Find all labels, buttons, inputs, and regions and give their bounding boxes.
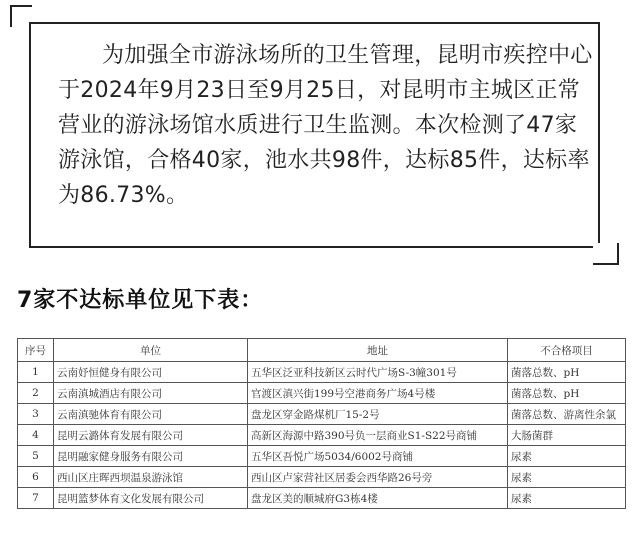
table-row <box>18 383 626 404</box>
noncompliant-table-wrapper <box>17 338 625 509</box>
cell-unit: 昆明篮梦体育文化发展有限公司 <box>54 488 248 509</box>
cell-address: 五华区吾悦广场5034/6002号商铺 <box>248 446 508 467</box>
cell-no: 2 <box>18 383 54 404</box>
cell-item: 菌落总数、游离性余氯 <box>508 404 626 425</box>
cell-address: 五华区泛亚科技新区云时代广场S-3幢301号 <box>248 362 508 383</box>
cell-no: 6 <box>18 467 54 488</box>
cell-no: 7 <box>18 488 54 509</box>
header-address: 地址 <box>248 339 508 362</box>
notice-text: 为加强全市游泳场所的卫生管理，昆明市疾控中心于2024年9月23日至9月25日，对昆明市主城区正常营业的游泳场馆水质进行卫生监测。本次检测了47家游泳馆，合格40家，池水共98件，达标85件，达标率为86.73%。 <box>58 43 593 208</box>
cell-unit: 西山区庄晖西坝温泉游泳馆 <box>54 467 248 488</box>
cell-address: 西山区卢家营社区居委会西华路26号旁 <box>248 467 508 488</box>
header-item: 不合格项目 <box>508 339 626 362</box>
cell-item: 菌落总数、pH <box>508 383 626 404</box>
cell-item: 尿素 <box>508 446 626 467</box>
cell-item: 尿素 <box>508 488 626 509</box>
cell-address: 官渡区滇兴街199号空港商务广场4号楼 <box>248 383 508 404</box>
cell-no: 3 <box>18 404 54 425</box>
cell-item: 菌落总数、pH <box>508 362 626 383</box>
cell-item: 尿素 <box>508 467 626 488</box>
table-row <box>18 446 626 467</box>
cell-no: 4 <box>18 425 54 446</box>
corner-bracket-bottom-right <box>593 243 619 265</box>
cell-address: 盘龙区美的顺城府G3栋4楼 <box>248 488 508 509</box>
cell-no: 1 <box>18 362 54 383</box>
cell-unit: 云南滇驰体育有限公司 <box>54 404 248 425</box>
cell-address: 高新区海源中路390号负一层商业S1-S22号商铺 <box>248 425 508 446</box>
cell-unit: 昆明融家健身服务有限公司 <box>54 446 248 467</box>
table-row <box>18 362 626 383</box>
cell-unit: 云南滇城酒店有限公司 <box>54 383 248 404</box>
cell-address: 盘龙区穿金路煤机厂15-2号 <box>248 404 508 425</box>
header-no: 序号 <box>18 339 54 362</box>
section-heading: 7家不达标单位见下表： <box>17 288 264 313</box>
table-row <box>18 488 626 509</box>
cell-item: 大肠菌群 <box>508 425 626 446</box>
cell-unit: 昆明云潞体育发展有限公司 <box>54 425 248 446</box>
header-unit: 单位 <box>54 339 248 362</box>
cell-unit: 云南妤恒健身有限公司 <box>54 362 248 383</box>
noncompliant-table <box>17 338 626 509</box>
table-row <box>18 425 626 446</box>
table-row <box>18 467 626 488</box>
table-row <box>18 404 626 425</box>
cell-no: 5 <box>18 446 54 467</box>
table-header-row <box>18 339 626 362</box>
notice-paragraph <box>58 38 598 213</box>
